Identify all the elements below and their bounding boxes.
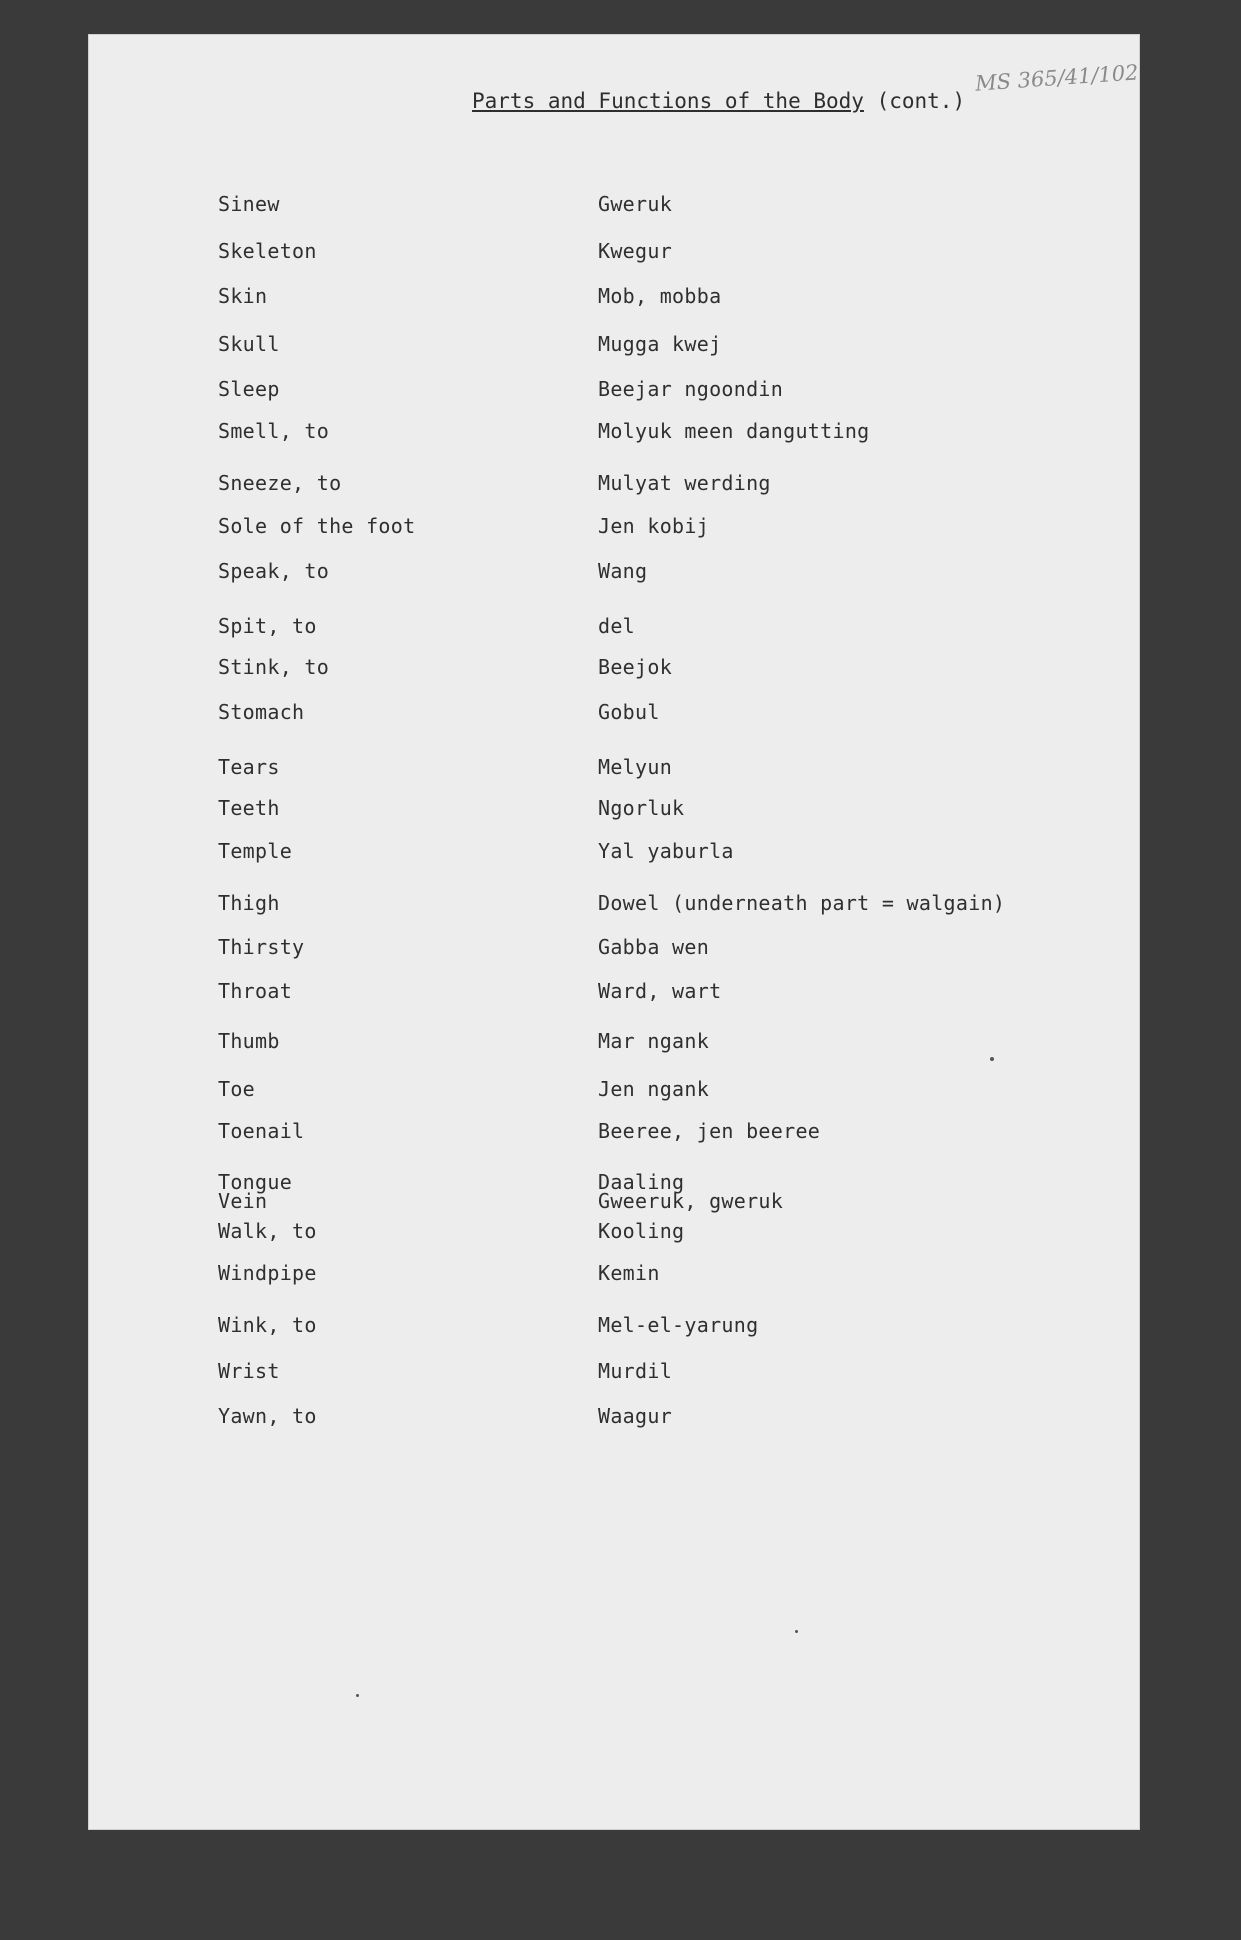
aboriginal-term: Jen kobij	[598, 514, 710, 538]
english-term: Skeleton	[218, 239, 317, 263]
paper-speck	[990, 1057, 994, 1061]
aboriginal-term: Beejok	[598, 655, 673, 679]
paper-speck	[795, 1630, 798, 1633]
english-term: Wink, to	[218, 1313, 317, 1337]
aboriginal-term: Melyun	[598, 755, 673, 779]
page-title-main: Parts and Functions of the Body	[472, 89, 864, 113]
english-term: Vein	[218, 1189, 268, 1213]
english-term: Spit, to	[218, 614, 317, 638]
aboriginal-term: Gweruk	[598, 192, 673, 216]
page-title-suffix: (cont.)	[876, 89, 966, 113]
archive-reference: MS 365/41/102	[974, 60, 1140, 96]
aboriginal-term: Beejar ngoondin	[598, 377, 784, 401]
aboriginal-term: Jen ngank	[598, 1077, 710, 1101]
english-term: Stink, to	[218, 655, 330, 679]
aboriginal-term: Gweeruk, gweruk	[598, 1189, 784, 1213]
aboriginal-term: Yal yaburla	[598, 839, 734, 863]
aboriginal-term: Mugga kwej	[598, 332, 722, 356]
english-term: Skin	[218, 284, 268, 308]
english-term: Windpipe	[218, 1261, 317, 1285]
english-term: Skull	[218, 332, 280, 356]
english-term: Temple	[218, 839, 293, 863]
aboriginal-term: Kwegur	[598, 239, 673, 263]
english-term: Sneeze, to	[218, 471, 342, 495]
aboriginal-term: Mel-el-yarung	[598, 1313, 759, 1337]
paper-speck	[356, 1694, 359, 1697]
english-term: Wrist	[218, 1359, 280, 1383]
english-term: Stomach	[218, 700, 305, 724]
aboriginal-term: Beeree, jen beeree	[598, 1119, 821, 1143]
aboriginal-term: Gabba wen	[598, 935, 710, 959]
aboriginal-term: Mar ngank	[598, 1029, 710, 1053]
english-term: Sleep	[218, 377, 280, 401]
english-term: Toe	[218, 1077, 256, 1101]
aboriginal-term: Ward, wart	[598, 979, 722, 1003]
aboriginal-term: Kooling	[598, 1219, 685, 1243]
aboriginal-term: Mob, mobba	[598, 284, 722, 308]
english-term: Teeth	[218, 796, 280, 820]
english-term: Tears	[218, 755, 280, 779]
english-term: Thirsty	[218, 935, 305, 959]
english-term: Throat	[218, 979, 293, 1003]
english-term: Thumb	[218, 1029, 280, 1053]
aboriginal-term: Molyuk meen dangutting	[598, 419, 870, 443]
aboriginal-term: Waagur	[598, 1404, 673, 1428]
english-term: Sole of the foot	[218, 514, 416, 538]
english-term: Sinew	[218, 192, 280, 216]
english-term: Walk, to	[218, 1219, 317, 1243]
aboriginal-term: Kemin	[598, 1261, 660, 1285]
english-term: Thigh	[218, 891, 280, 915]
english-term: Toenail	[218, 1119, 305, 1143]
aboriginal-term: Wang	[598, 559, 648, 583]
english-term: Yawn, to	[218, 1404, 317, 1428]
english-term: Smell, to	[218, 419, 330, 443]
aboriginal-term: Daaling	[598, 1170, 685, 1194]
page-title	[472, 89, 965, 113]
aboriginal-term: del	[598, 614, 636, 638]
aboriginal-term: Murdil	[598, 1359, 673, 1383]
aboriginal-term: Mulyat werding	[598, 471, 771, 495]
aboriginal-term: Ngorluk	[598, 796, 685, 820]
english-term: Tongue	[218, 1170, 293, 1194]
aboriginal-term: Dowel (underneath part = walgain)	[598, 891, 1006, 915]
english-term: Speak, to	[218, 559, 330, 583]
aboriginal-term: Gobul	[598, 700, 660, 724]
